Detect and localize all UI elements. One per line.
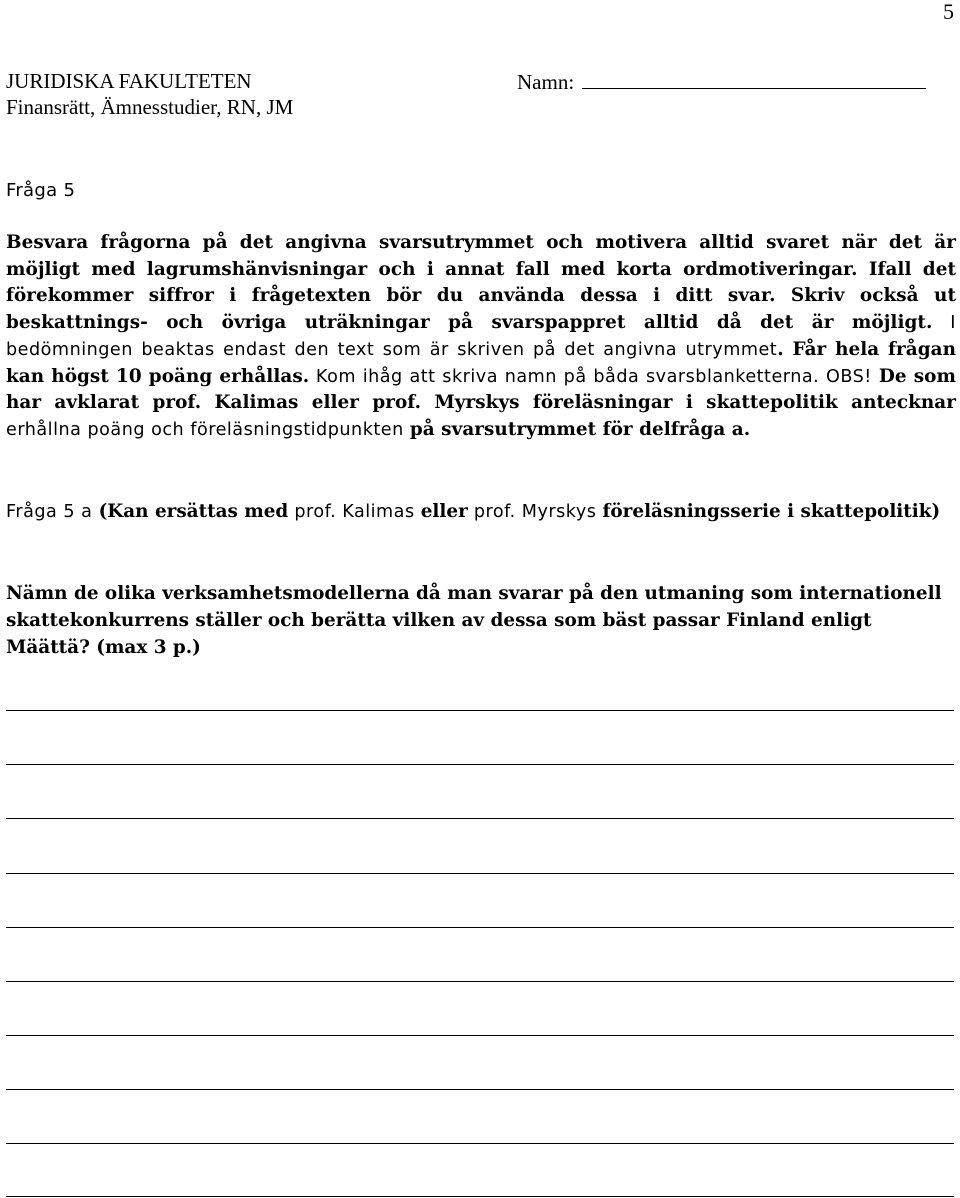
page-number: 5: [943, 0, 954, 24]
subquestion-s5: föreläsningsserie i skattepolitik): [602, 501, 941, 522]
name-block: [517, 68, 926, 95]
instructions-p2: I bedömningen beaktas endast den text som är skriven på det angivna utrymmet: [6, 313, 956, 360]
instructions-p4: Kom ihåg att skriva namn på båda svarsblanketterna. OBS!: [309, 366, 872, 387]
faculty-name: JURIDISKA FAKULTETEN: [6, 69, 252, 93]
task-text: Nämn de olika verksamhetsmodellerna då man svarar på den utmaning som internationell skattekonkurrens ställer och berätta vilken av dessa som bäst passar Finland enligt Määttä? (max 3 p.): [6, 583, 942, 658]
subquestion-s2: prof. Kalimas: [288, 502, 421, 522]
subquestion-s3: eller: [420, 501, 468, 522]
answer-line[interactable]: [6, 818, 954, 819]
instructions-p2-end: .: [777, 338, 793, 360]
instructions-p6: erhållna poäng och föreläsningstidpunkten: [6, 419, 410, 440]
subquestion-label: Fråga 5 a: [6, 502, 99, 522]
answer-line[interactable]: [6, 981, 954, 982]
name-field[interactable]: [582, 68, 926, 89]
answer-line[interactable]: [6, 710, 954, 711]
instructions-p5: De som har avklarat prof. Kalimas eller prof. Myrskys föreläsningar i skattepolitik antecknar: [6, 365, 957, 414]
answer-line[interactable]: [6, 1035, 954, 1036]
answer-line[interactable]: [6, 1196, 954, 1197]
answer-line[interactable]: [6, 764, 954, 765]
instructions-p7: på svarsutrymmet för delfråga a.: [409, 418, 751, 440]
answer-line[interactable]: [6, 873, 954, 874]
course-name: Finansrätt, Ämnesstudier, RN, JM: [6, 95, 294, 119]
subquestion-s1: (Kan ersättas med: [98, 501, 289, 522]
instructions-p3: Får hela frågan kan högst 10 poäng erhållas.: [6, 338, 957, 387]
name-label: Namn:: [517, 70, 575, 94]
instructions-p1: Besvara frågorna på det angivna svarsutrymmet och motivera alltid svaret när det är möjligt med lagrumshänvisningar och i annat fall med korta ordmotiveringar. Ifall det förekommer siffror i frågetexten bör du använda dessa i ditt svar. Skriv också ut beskattnings- och övriga uträkningar på svarspappret alltid då det är möjligt.: [6, 232, 956, 334]
subquestion-s4: prof. Myrskys: [467, 502, 603, 522]
subquestion: [6, 498, 956, 526]
question-title: Fråga 5: [6, 180, 76, 201]
answer-line[interactable]: [6, 927, 954, 928]
answer-line[interactable]: [6, 1089, 954, 1090]
instructions: [6, 230, 956, 444]
answer-line[interactable]: [6, 1143, 954, 1144]
header-left: [6, 68, 293, 120]
